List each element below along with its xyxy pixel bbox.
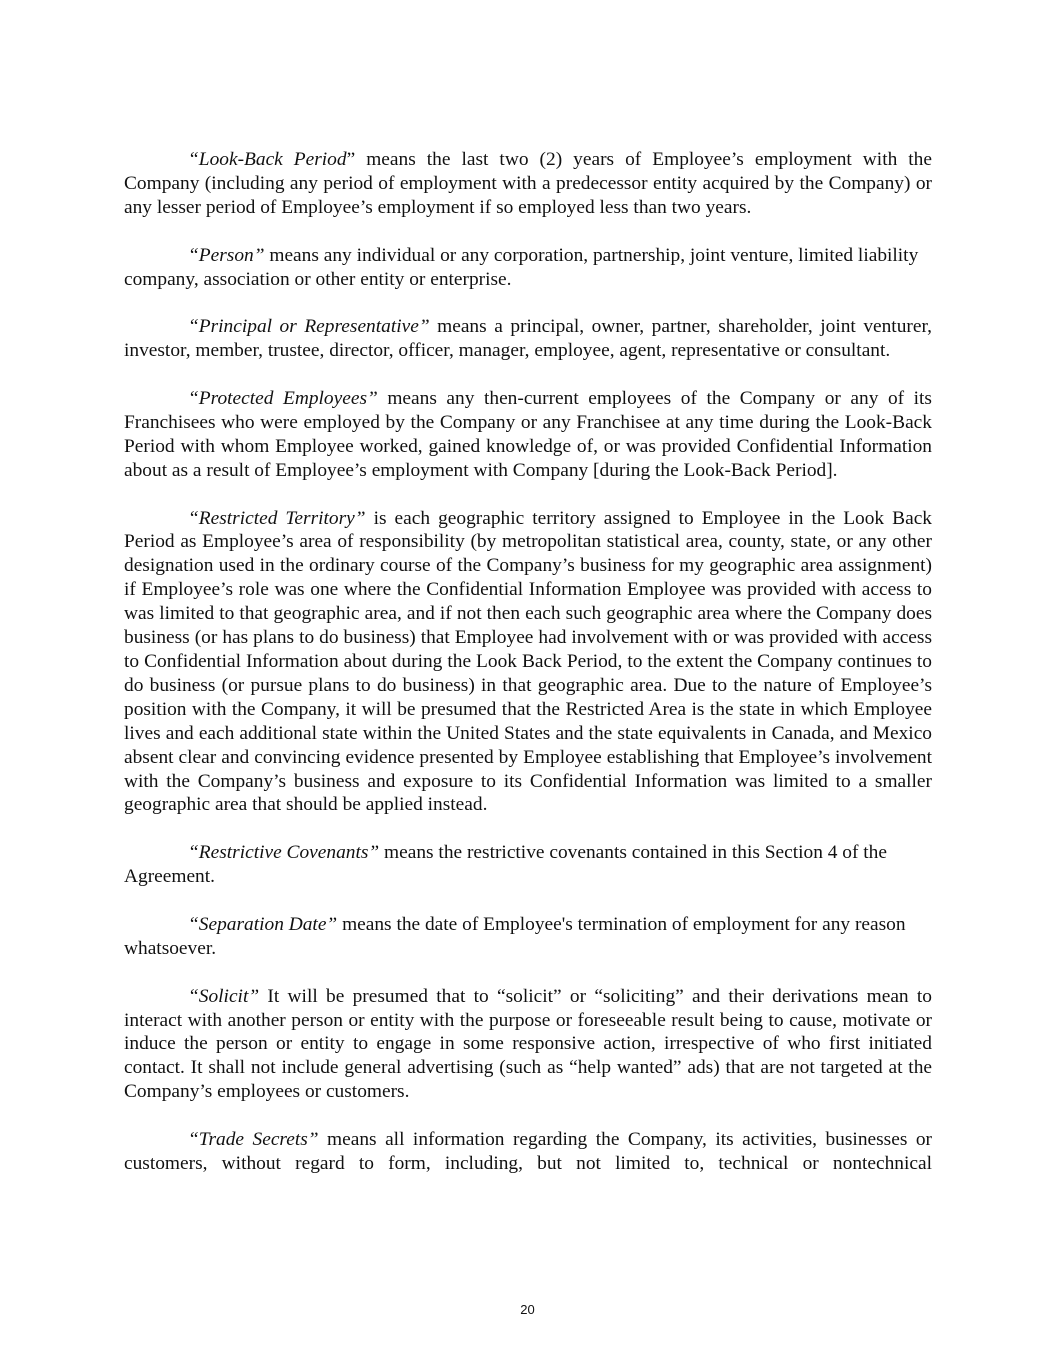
defined-term: “Restrictive Covenants”	[188, 842, 380, 864]
definition-separation-date	[124, 913, 932, 961]
definition-body: means a principal, owner, partner, shareholder, joint venturer, investor, member, trustee, director, officer, manager, employee, agent, representative or consultant.	[124, 316, 932, 362]
defined-term: “Person”	[188, 244, 265, 266]
definition-body: means any individual or any corporation, partnership, joint venture, limited liability company, association or other entity or enterprise.	[124, 244, 919, 290]
definition-body: means the last two (2) years of Employee’s employment with the Company (including any period of employment with a predecessor entity acquired by the Company) or any lesser period of Employee’s employment if so employed less than two years.	[124, 149, 932, 218]
closing-quote: ”	[346, 149, 356, 170]
definition-trade-secrets	[124, 1128, 932, 1176]
defined-term: “Restricted Territory”	[188, 507, 366, 529]
defined-term: “Trade Secrets”	[188, 1129, 319, 1151]
defined-term: “Look-Back Period	[188, 149, 347, 170]
definition-principal-or-representative	[124, 315, 932, 363]
page-number: 20	[520, 1302, 535, 1317]
definition-body: means any then-current employees of the Company or any of its Franchisees who were employed by the Company or any Franchisee at any time during the Look-Back Period with whom Employee worked, gained knowledge of, or was provided Confidential Information about as a result of Employee’s employment with Company [during the Look-Back Period].	[124, 388, 932, 481]
defined-term: “Solicit”	[188, 985, 260, 1007]
definition-restrictive-covenants	[124, 841, 932, 889]
definition-body: is each geographic territory assigned to Employee in the Look Back Period as Employee’s area of responsibility (by metropolitan statistical area, county, state, or any other designation used in the ordinary course of the Company’s business for my geographic area assignment) if Employee’s role was one where the Confidential Information Employee was provided with access to was limited to that geographic area, and if not then each such geographic area where the Company does business (or has plans to do business) that Employee had involvement with or was provided with access to Confidential Information about during the Look Back Period, to the extent the Company continues to do business (or pursue plans to do business) in that geographic area. Due to the nature of Employee’s position with the Company, it will be presumed that the Restricted Area is the state in which Employee lives and each additional state within the United States and the state equivalents in Canada, and Mexico absent clear and convincing evidence presented by Employee establishing that Employee’s involvement with the Company’s business and exposure to its Confidential Information was limited to a smaller geographic area that should be applied instead.	[124, 507, 933, 816]
definition-body: means the date of Employee's termination of employment for any reason whatsoever.	[124, 913, 906, 959]
definition-body: means the restrictive covenants contained in this Section 4 of the Agreement.	[124, 842, 887, 888]
document-page	[124, 148, 932, 1200]
definition-body: It will be presumed that to “solicit” or “soliciting” and their derivations mean to interact with another person or entity with the purpose or foreseeable result being to cause, motivate or induce the person or entity to engage in some responsive action, irrespective of who first initiated contact. It shall not include general advertising (such as “help wanted” ads) that are not targeted at the Company’s employees or customers.	[124, 985, 932, 1103]
defined-term: “Separation Date”	[188, 913, 338, 935]
defined-term: “Principal or Representative”	[188, 316, 430, 338]
definition-body: means all information regarding the Company, its activities, businesses or customers, without regard to form, including, but not limited to, technical or nontechnical	[124, 1129, 932, 1174]
definition-person	[124, 244, 932, 292]
defined-term: “Protected Employees”	[188, 388, 378, 410]
definition-protected-employees	[124, 387, 932, 483]
definition-look-back-period	[124, 148, 932, 220]
definition-solicit	[124, 985, 932, 1105]
definition-restricted-territory	[124, 507, 932, 818]
